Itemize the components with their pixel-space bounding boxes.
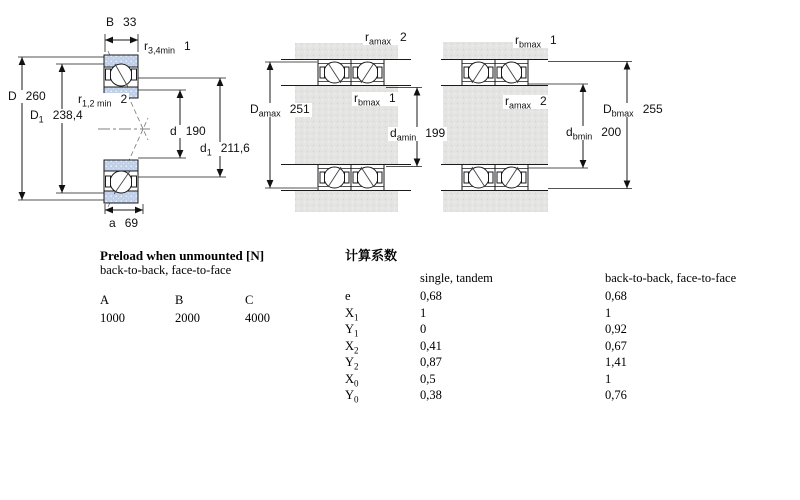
dim-label-d1: $d_1$ 211,6 (200, 141, 250, 158)
factor-row: $Y_2$ 0,87 1,41 (345, 355, 785, 372)
factor-value-single: 0,87 (420, 355, 442, 369)
factor-row: $X_2$ 0,41 0,67 (345, 339, 785, 356)
factors-col-header-paired: back-to-back, face-to-face (605, 271, 737, 285)
dim-label-Dbmax: $D_{bmax}$ 255 (603, 102, 663, 119)
preload-value: 2000 (175, 311, 200, 325)
preload-value: 4000 (245, 311, 270, 325)
preload-col-header: A (100, 293, 110, 307)
dim-label-rbmax-b: $r_{bmax}$ 1 (515, 33, 557, 50)
factor-row: $X_0$ 0,5 1 (345, 372, 785, 389)
factor-row: $Y_0$ 0,38 0,76 (345, 388, 785, 405)
dim-label-rbmax-a: $r_{bmax}$ 1 (354, 91, 396, 108)
factor-value-single: 1 (420, 305, 427, 320)
factors-table-title: 计算系数 (345, 248, 398, 263)
preload-table (100, 248, 330, 326)
factor-value-single: 0 (420, 322, 427, 336)
preload-value: 1000 (100, 311, 125, 325)
dim-label-B: B 33 (106, 15, 137, 29)
factor-value-single: 0,41 (420, 338, 442, 353)
dim-label-Damax: $D_{amax}$ 251 (250, 102, 310, 119)
factors-table-header-row (345, 271, 785, 288)
factor-value-paired: 0,68 (605, 289, 627, 303)
factor-value-paired: 1 (605, 305, 612, 320)
factors-col-header-single: single, tandem (420, 271, 493, 285)
dim-label-ramax-b: $r_{amax}$ 2 (505, 94, 547, 111)
dim-label-damin: $d_{amin}$ 199 (390, 126, 446, 143)
factor-value-single: 0,5 (420, 371, 436, 386)
preload-col-header: B (175, 293, 184, 307)
dim-label-d: d 190 (170, 124, 206, 138)
preload-table-subtitle: back-to-back, face-to-face (100, 263, 232, 277)
factor-value-paired: 0,76 (605, 388, 627, 402)
dim-label-r12min: $r_{1,2 min}$ 2 (78, 92, 128, 109)
factor-value-single: 0,38 (420, 388, 442, 402)
dim-label-D1: $D_1$ 238,4 (30, 108, 83, 125)
factor-row: $X_1$ 1 1 (345, 306, 785, 323)
dim-label-ramax-a: $r_{amax}$ 2 (365, 30, 407, 47)
preload-col-header: C (245, 293, 254, 307)
preload-table-header-row (100, 293, 330, 308)
dim-label-D: D 260 (8, 89, 46, 103)
factor-row: $Y_1$ 0 0,92 (345, 322, 785, 339)
preload-table-value-row (100, 311, 330, 326)
dim-label-r34min: $r_{3,4min}$ 1 (144, 39, 191, 56)
factor-value-single: 0,68 (420, 289, 442, 303)
factor-value-paired: 1 (605, 371, 612, 386)
factors-table-rows (345, 289, 785, 405)
factor-value-paired: 0,92 (605, 322, 627, 336)
dim-label-a: a 69 (109, 216, 139, 230)
factor-value-paired: 1,41 (605, 355, 627, 369)
factor-row: e 0,68 0,68 (345, 289, 785, 306)
preload-table-title: Preload when unmounted [N] (100, 248, 265, 263)
dim-label-dbmin: $d_{bmin}$ 200 (566, 125, 622, 142)
calculation-factors-table (345, 248, 785, 405)
factor-value-paired: 0,67 (605, 338, 627, 353)
